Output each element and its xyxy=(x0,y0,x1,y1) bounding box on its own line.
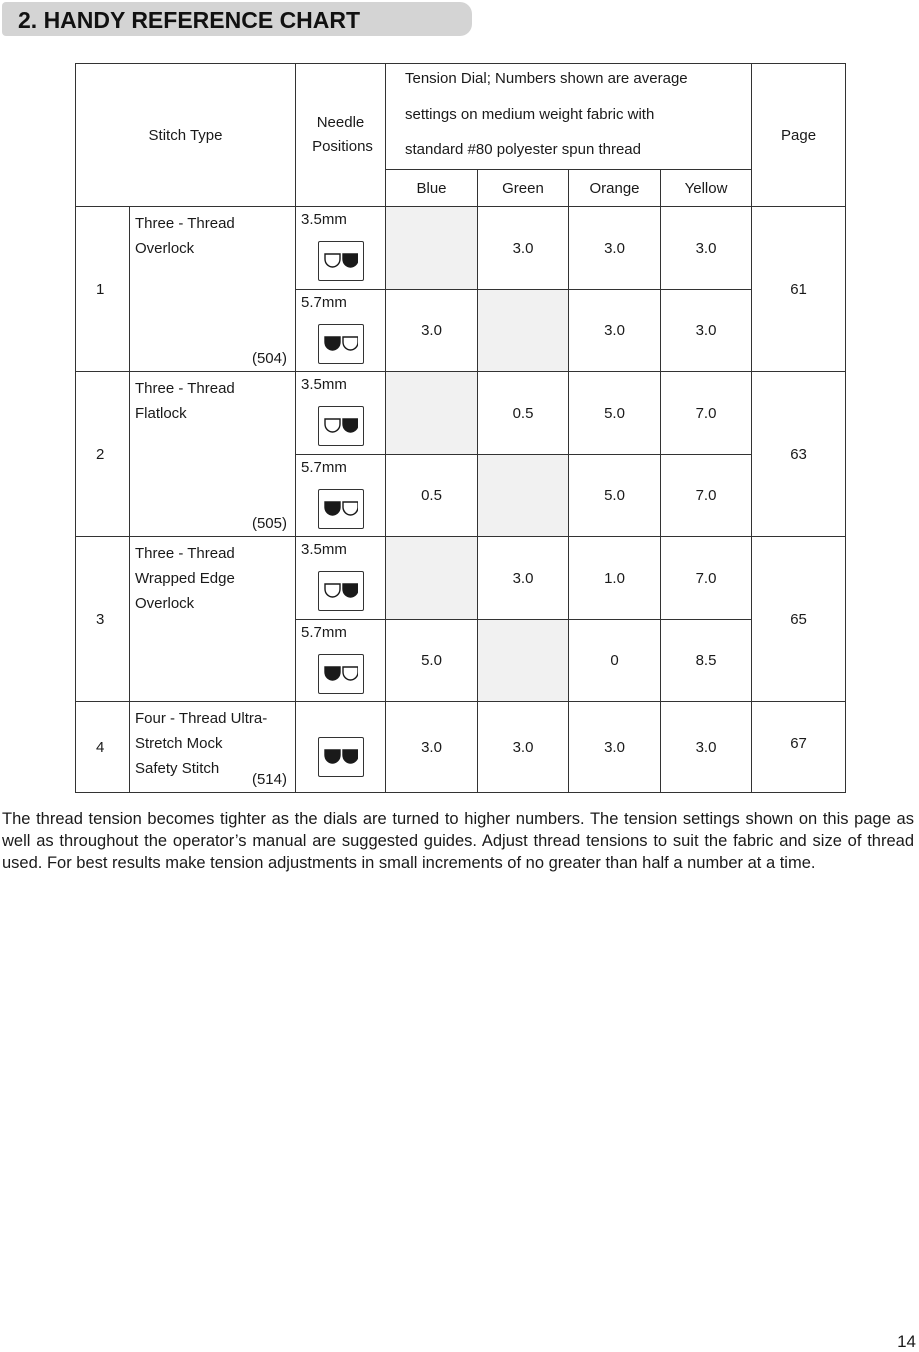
stitch-name-line: Stretch Mock xyxy=(135,735,223,752)
blue-tension-value xyxy=(386,372,478,455)
blue-tension-value: 3.0 xyxy=(386,702,478,793)
needle-header-label: Needle xyxy=(316,114,365,131)
positions-header-label: Positions xyxy=(312,138,373,155)
page-header: Page xyxy=(752,64,846,207)
right-needle-icon xyxy=(318,241,364,281)
needle-position-cell xyxy=(296,702,386,793)
needle-position-cell xyxy=(296,455,386,537)
green-column-header: Green xyxy=(478,170,569,207)
yellow-tension-value: 3.0 xyxy=(661,702,752,793)
yellow-tension-value: 7.0 xyxy=(661,537,752,620)
blue-tension-value: 3.0 xyxy=(386,290,478,372)
orange-tension-value: 5.0 xyxy=(569,372,661,455)
needle-size-label: 3.5mm xyxy=(301,541,347,558)
tension-header-line: settings on medium weight fabric with xyxy=(405,106,655,123)
page-reference: 65 xyxy=(752,537,846,702)
blue-tension-value: 0.5 xyxy=(386,455,478,537)
needle-size-label: 5.7mm xyxy=(301,459,347,476)
orange-column-header: Orange xyxy=(569,170,661,207)
stitch-number: 1 xyxy=(76,207,130,372)
green-tension-value: 3.0 xyxy=(478,207,569,290)
stitch-type-cell xyxy=(130,372,296,537)
tension-note-paragraph: The thread tension becomes tighter as the dials are turned to higher numbers. The tension settings shown on this page as well as throughout the operator’s manual are suggested guides. Adjust thread tensions to suit the fabric and size of thread used. For best results make tension adjustments in small increments of no greater than half a number at a time. xyxy=(2,810,914,872)
tension-header-line: Tension Dial; Numbers shown are average xyxy=(405,70,688,87)
stitch-name-line: Safety Stitch xyxy=(135,760,220,777)
orange-tension-value: 0 xyxy=(569,620,661,702)
blue-tension-value xyxy=(386,537,478,620)
green-tension-value: 3.0 xyxy=(478,702,569,793)
orange-tension-value: 3.0 xyxy=(569,702,661,793)
yellow-column-header: Yellow xyxy=(661,170,752,207)
left-needle-icon xyxy=(318,654,364,694)
needle-position-cell xyxy=(296,537,386,620)
green-tension-value xyxy=(478,455,569,537)
yellow-tension-value: 8.5 xyxy=(661,620,752,702)
stitch-type-cell xyxy=(130,702,296,793)
table-row xyxy=(76,207,846,290)
stitch-code: (505) xyxy=(251,515,287,532)
needle-positions-header xyxy=(296,64,386,207)
right-needle-icon xyxy=(318,406,364,446)
orange-tension-value: 3.0 xyxy=(569,207,661,290)
left-needle-icon xyxy=(318,324,364,364)
stitch-type-header: Stitch Type xyxy=(76,64,296,207)
needle-position-cell xyxy=(296,372,386,455)
tension-header-line: standard #80 polyester spun thread xyxy=(405,141,641,158)
green-tension-value: 0.5 xyxy=(478,372,569,455)
needle-size-label: 5.7mm xyxy=(301,624,347,641)
table-row xyxy=(76,372,846,455)
stitch-name-line: Three - Thread xyxy=(135,545,235,562)
needle-position-cell xyxy=(296,207,386,290)
table-row xyxy=(76,537,846,620)
yellow-tension-value: 3.0 xyxy=(661,290,752,372)
needle-position-cell xyxy=(296,290,386,372)
stitch-name-line: Overlock xyxy=(135,595,195,612)
needle-size-label: 3.5mm xyxy=(301,211,347,228)
stitch-number: 3 xyxy=(76,537,130,702)
yellow-tension-value: 7.0 xyxy=(661,455,752,537)
stitch-number: 2 xyxy=(76,372,130,537)
green-tension-value xyxy=(478,290,569,372)
page-reference: 67 xyxy=(752,702,846,793)
page-reference: 61 xyxy=(752,207,846,372)
orange-tension-value: 5.0 xyxy=(569,455,661,537)
needle-position-cell xyxy=(296,620,386,702)
yellow-tension-value: 3.0 xyxy=(661,207,752,290)
right-needle-icon xyxy=(318,571,364,611)
orange-tension-value: 1.0 xyxy=(569,537,661,620)
green-tension-value xyxy=(478,620,569,702)
stitch-name-line: Four - Thread Ultra- xyxy=(135,710,268,727)
stitch-name-line: Flatlock xyxy=(135,405,187,422)
table-row xyxy=(76,702,846,793)
stitch-code: (514) xyxy=(251,771,287,788)
tension-dial-header xyxy=(386,64,752,170)
page-reference: 63 xyxy=(752,372,846,537)
needle-size-label: 5.7mm xyxy=(301,294,347,311)
blue-column-header: Blue xyxy=(386,170,478,207)
section-title-bar xyxy=(2,2,472,36)
stitch-code: (504) xyxy=(251,350,287,367)
stitch-name-line: Wrapped Edge xyxy=(135,570,235,587)
yellow-tension-value: 7.0 xyxy=(661,372,752,455)
blue-tension-value xyxy=(386,207,478,290)
section-title: 2. HANDY REFERENCE CHART xyxy=(18,7,361,33)
page-number: 14 xyxy=(897,1332,916,1351)
reference-chart-table xyxy=(75,63,846,793)
left-needle-icon xyxy=(318,489,364,529)
blue-tension-value: 5.0 xyxy=(386,620,478,702)
both-needles-icon xyxy=(318,737,364,777)
stitch-name-line: Overlock xyxy=(135,240,195,257)
green-tension-value: 3.0 xyxy=(478,537,569,620)
stitch-name-line: Three - Thread xyxy=(135,380,235,397)
stitch-type-cell xyxy=(130,537,296,702)
stitch-number: 4 xyxy=(76,702,130,793)
needle-size-label: 3.5mm xyxy=(301,376,347,393)
stitch-type-cell xyxy=(130,207,296,372)
stitch-name-line: Three - Thread xyxy=(135,215,235,232)
orange-tension-value: 3.0 xyxy=(569,290,661,372)
